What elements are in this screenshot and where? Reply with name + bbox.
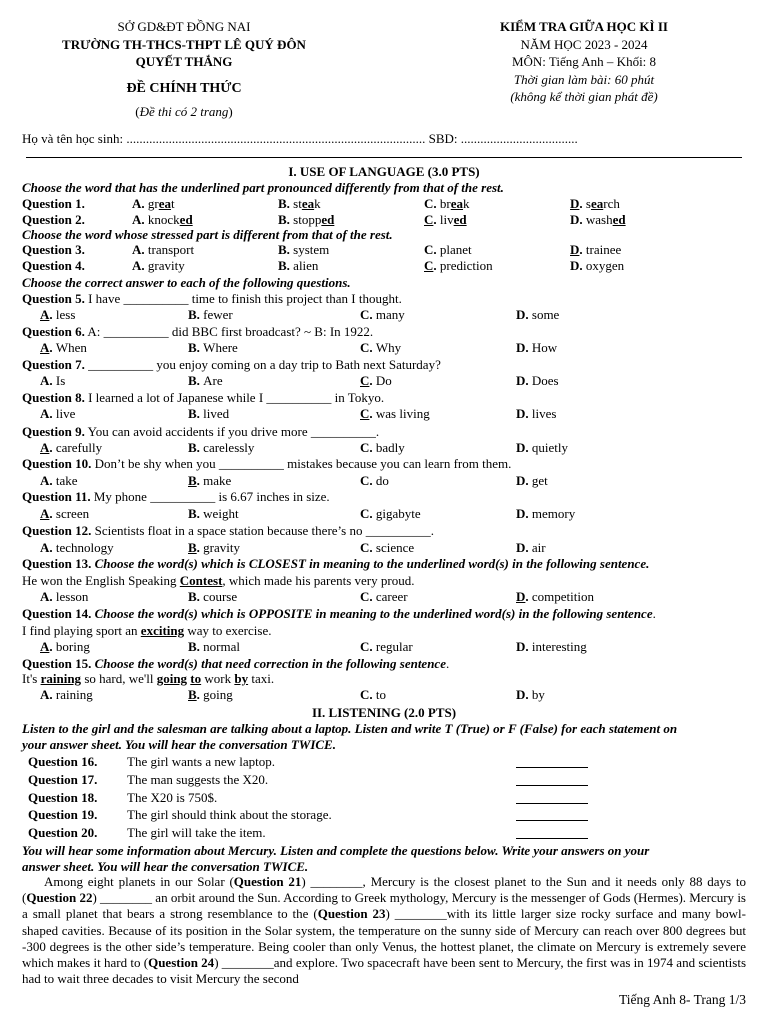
question-15-sentence: It's raining so hard, we'll going to work by taxi. xyxy=(22,671,275,686)
question-7-stem: Question 7. __________ you enjoy coming on a day trip to Bath next Saturday? xyxy=(22,357,441,372)
page-footer: Tiếng Anh 8- Trang 1/3 xyxy=(618,992,746,1007)
option-a[interactable]: A. raining xyxy=(40,687,93,702)
option-c[interactable]: C. to xyxy=(360,687,387,702)
question-6-options xyxy=(22,340,746,356)
school-name: TRƯỜNG TH-THCS-THPT LÊ QUÝ ĐÔN xyxy=(62,36,306,52)
option-d[interactable]: D. lives xyxy=(516,406,557,421)
question-8-options xyxy=(22,406,746,422)
question-13-options xyxy=(22,589,746,605)
option-b[interactable]: B. carelessly xyxy=(188,440,255,455)
option-c[interactable]: C. break xyxy=(424,196,470,211)
question-5-options xyxy=(22,307,746,323)
statement: The girl should think about the storage. xyxy=(127,807,332,822)
option-d[interactable]: D. washed xyxy=(570,212,626,227)
question-label: Question 4. xyxy=(22,258,85,273)
exam-time: Thời gian làm bài: 60 phút xyxy=(513,71,655,87)
question-14-instruction: Question 14. Choose the word(s) which is OPPOSITE in meaning to the underlined word(s) in the following sentence. xyxy=(22,606,656,621)
option-d[interactable]: D. some xyxy=(516,307,560,322)
listening-item xyxy=(28,807,628,824)
option-d[interactable]: D. get xyxy=(516,473,548,488)
header-right xyxy=(404,18,764,106)
question-13-instruction: Question 13. Choose the word(s) which is CLOSEST in meaning to the underlined word(s) in the following sentence. xyxy=(22,556,650,571)
option-c[interactable]: C. prediction xyxy=(424,258,493,273)
question-label: Question 19. xyxy=(28,807,98,822)
question-label: Question 18. xyxy=(28,790,98,805)
listening-item xyxy=(28,772,628,789)
question-12-stem: Question 12. Scientists float in a space station because there’s no __________. xyxy=(22,523,434,538)
question-10-stem: Question 10. Don’t be shy when you __________ mistakes because you can learn from them. xyxy=(22,456,512,471)
option-a[interactable]: A. great xyxy=(132,196,175,211)
question-14-options xyxy=(22,639,746,655)
question-label: Question 16. xyxy=(28,754,98,769)
sbd-field[interactable]: .................................... xyxy=(460,131,578,146)
question-1 xyxy=(22,196,746,212)
listening-instruction-1-line-1: Listen to the girl and the salesman are talking about a laptop. Listen and write T (True) or F (False) for each statement on xyxy=(22,721,678,736)
question-label: Question 2. xyxy=(22,212,85,227)
section-title-use-of-language: I. USE OF LANGUAGE (3.0 PTS) xyxy=(288,164,480,179)
question-6-stem: Question 6. A: __________ did BBC first broadcast? ~ B: In 1922. xyxy=(22,324,374,339)
student-info-line xyxy=(22,131,744,147)
option-d[interactable]: D. trainee xyxy=(570,242,622,257)
option-d[interactable]: D. air xyxy=(516,540,546,555)
option-a[interactable]: A. less xyxy=(40,307,76,322)
question-7-options xyxy=(22,373,746,389)
exam-title: KIỂM TRA GIỮA HỌC KÌ II xyxy=(500,19,668,34)
option-c[interactable]: C. badly xyxy=(360,440,405,455)
student-name-field[interactable]: ............................................................................................ xyxy=(126,131,426,146)
option-c[interactable]: C. regular xyxy=(360,639,413,654)
option-d[interactable]: D. search xyxy=(570,196,620,211)
sbd-label: SBD: xyxy=(425,131,461,146)
option-a[interactable]: A. transport xyxy=(132,242,195,257)
student-name-label: Họ và tên học sinh: xyxy=(22,131,127,146)
answer-blank[interactable] xyxy=(516,838,588,839)
option-b[interactable]: B. make xyxy=(188,473,232,488)
question-15-instruction: Question 15. Choose the word(s) that need correction in the following sentence. xyxy=(22,656,450,671)
option-d[interactable]: D. competition xyxy=(516,589,594,604)
option-b[interactable]: B. normal xyxy=(188,639,240,654)
question-label: Question 20. xyxy=(28,825,98,840)
question-9-stem: Question 9. You can avoid accidents if you drive more __________. xyxy=(22,424,380,439)
option-b[interactable]: B. weight xyxy=(188,506,239,521)
question-14-sentence: I find playing sport an exciting way to exercise. xyxy=(22,623,272,638)
question-label: Question 1. xyxy=(22,196,85,211)
option-d[interactable]: D. quietly xyxy=(516,440,568,455)
header-divider xyxy=(26,157,742,158)
option-b[interactable]: B. lived xyxy=(188,406,230,421)
question-9-options xyxy=(22,440,746,456)
option-d[interactable]: D. oxygen xyxy=(570,258,625,273)
option-a[interactable]: A. Is xyxy=(40,373,66,388)
option-d[interactable]: D. memory xyxy=(516,506,576,521)
listening-item xyxy=(28,825,628,842)
option-c[interactable]: C. planet xyxy=(424,242,472,257)
instruction-pronunciation: Choose the word that has the underlined part pronounced differently from that of the rest. xyxy=(22,180,504,195)
option-d[interactable]: D. How xyxy=(516,340,558,355)
instruction-multiple-choice: Choose the correct answer to each of the following questions. xyxy=(22,275,351,290)
option-b[interactable]: B. course xyxy=(188,589,238,604)
listening-item xyxy=(28,790,628,807)
option-b[interactable]: B. Are xyxy=(188,373,223,388)
option-a[interactable]: A. carefully xyxy=(40,440,103,455)
official-label: ĐỀ CHÍNH THỨC xyxy=(126,80,242,96)
question-15-options xyxy=(22,687,746,703)
question-8-stem: Question 8. I learned a lot of Japanese while I __________ in Tokyo. xyxy=(22,390,385,405)
option-b[interactable]: B. gravity xyxy=(188,540,240,555)
option-b[interactable]: B. steak xyxy=(278,196,321,211)
option-d[interactable]: D. interesting xyxy=(516,639,587,654)
option-a[interactable]: A. screen xyxy=(40,506,90,521)
option-b[interactable]: B. Where xyxy=(188,340,238,355)
option-b[interactable]: B. fewer xyxy=(188,307,233,322)
statement: The X20 is 750$. xyxy=(127,790,218,805)
school-location: QUYẾT THẮNG xyxy=(135,54,233,69)
listening-instruction-2-line-1: You will hear some information about Mercury. Listen and complete the questions below. Write your answers on your xyxy=(22,843,650,858)
listening-instruction-1-line-2: your answer sheet. You will hear the conversation TWICE. xyxy=(22,737,336,752)
section-title-listening: II. LISTENING (2.0 PTS) xyxy=(311,705,457,720)
option-c[interactable]: C. was living xyxy=(360,406,430,421)
mercury-passage: Among eight planets in our Solar (Question 21) ________, Mercury is the closest planet to the Sun and it needs only 88 days to (Question 22) ________ an orbit around the Sun. According to Greek mythology, Mercury is the messenger of Gods (Hermes). Mercury is a small planet that bears a strong resemblance to the (Question 23) ________with its little larger size rocky surface and many bowl-shaped cavities. Because of its position in the Solar system, the temperature on the sunny side of Mercury can reach over 800 degrees but -300 degrees is the other side’s temperature. Being cooler than only Venus, the hottest planet, the climate on Mercury is extremely severe which makes it hard to (Question 24) ________and explore. Two spacecraft have been sent to Mercury, the first was in 1974 and scientists had to wait three decades to visit Mercury the second xyxy=(22,874,747,987)
question-4 xyxy=(22,258,746,274)
option-c[interactable]: C. career xyxy=(360,589,408,604)
school-year: NĂM HỌC 2023 - 2024 xyxy=(520,36,648,52)
question-label: Question 17. xyxy=(28,772,98,787)
pages-note: (Đề thi có 2 trang) xyxy=(135,104,233,119)
option-c[interactable]: C. science xyxy=(360,540,415,555)
option-b[interactable]: B. alien xyxy=(278,258,319,273)
answer-blank[interactable] xyxy=(516,820,588,821)
instruction-stress: Choose the word whose stressed part is different from that of the rest. xyxy=(22,227,393,242)
option-b[interactable]: B. going xyxy=(188,687,233,702)
question-13-sentence: He won the English Speaking Contest, which made his parents very proud. xyxy=(22,573,415,588)
option-a[interactable]: A. knocked xyxy=(132,212,193,227)
option-c[interactable]: C. do xyxy=(360,473,389,488)
statement: The girl wants a new laptop. xyxy=(127,754,276,769)
option-a[interactable]: A. boring xyxy=(40,639,90,654)
option-b[interactable]: B. stopped xyxy=(278,212,335,227)
answer-blank[interactable] xyxy=(516,785,588,786)
option-a[interactable]: A. When xyxy=(40,340,87,355)
option-c[interactable]: C. lived xyxy=(424,212,467,227)
option-c[interactable]: C. many xyxy=(360,307,405,322)
question-label: Question 3. xyxy=(22,242,85,257)
question-12-options xyxy=(22,540,746,556)
question-11-stem: Question 11. My phone __________ is 6.67 inches in size. xyxy=(22,489,330,504)
statement: The man suggests the X20. xyxy=(127,772,269,787)
question-10-options xyxy=(22,473,746,489)
option-a[interactable]: A. live xyxy=(40,406,76,421)
option-d[interactable]: D. Does xyxy=(516,373,559,388)
question-11-options xyxy=(22,506,746,522)
option-b[interactable]: B. system xyxy=(278,242,330,257)
question-2 xyxy=(22,212,746,228)
exam-time-note: (không kể thời gian phát đề) xyxy=(510,89,658,104)
subject: MÔN: Tiếng Anh – Khối: 8 xyxy=(511,54,657,69)
answer-blank[interactable] xyxy=(516,803,588,804)
question-3 xyxy=(22,242,746,258)
option-a[interactable]: A. technology xyxy=(40,540,114,555)
listening-instruction-2-line-2: answer sheet. You will hear the conversation TWICE. xyxy=(22,859,309,874)
option-c[interactable]: C. Do xyxy=(360,373,392,388)
option-c[interactable]: C. gigabyte xyxy=(360,506,421,521)
question-23-label: Question 23 xyxy=(317,906,386,922)
statement: The girl will take the item. xyxy=(127,825,266,840)
department-name: SỞ GD&ĐT ĐỒNG NAI xyxy=(117,19,251,34)
option-a[interactable]: A. lesson xyxy=(40,589,89,604)
question-22-label: Question 22 xyxy=(26,890,93,906)
header-left xyxy=(24,18,344,121)
option-a[interactable]: A. gravity xyxy=(132,258,185,273)
option-c[interactable]: C. Why xyxy=(360,340,402,355)
question-24-label: Question 24 xyxy=(148,955,215,971)
option-d[interactable]: D. by xyxy=(516,687,545,702)
answer-blank[interactable] xyxy=(516,767,588,768)
listening-item xyxy=(28,754,628,771)
pages-note-text: Đề thi có 2 trang xyxy=(139,104,229,119)
question-5-stem: Question 5. I have __________ time to finish this project than I thought. xyxy=(22,291,402,306)
option-a[interactable]: A. take xyxy=(40,473,78,488)
question-21-label: Question 21 xyxy=(233,874,302,889)
